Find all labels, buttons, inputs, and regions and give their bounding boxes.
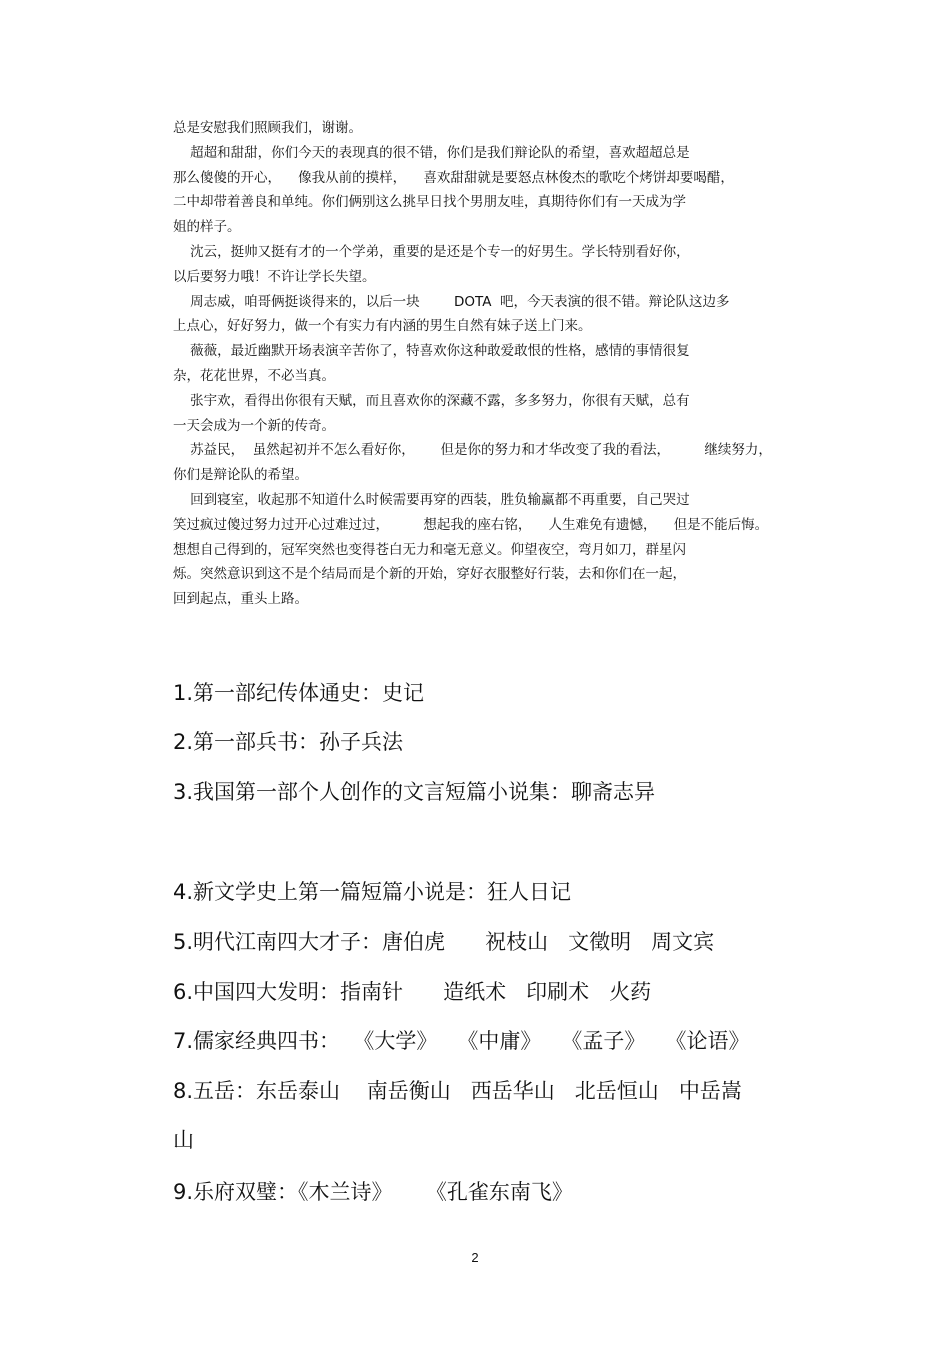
list-item: 7.儒家经典四书： 《大学》 《中庸》 《孟子》 《论语》 <box>173 1029 750 1053</box>
paragraph-line: 薇薇，最近幽默开场表演辛苦你了，特喜欢你这种敢爱敢恨的性格，感情的事情很复 <box>173 343 690 360</box>
paragraph-line: 那么傻傻的开心， 像我从前的摸样， 喜欢甜甜就是要怒点林俊杰的歌吃个烤饼却要喝醋， <box>173 169 734 186</box>
list-item: 1.第一部纪传体通史：史记 <box>173 681 425 705</box>
list-item: 5.明代江南四大才子：唐伯虎 祝枝山 文徵明 周文宾 <box>173 930 715 954</box>
list-item: 3.我国第一部个人创作的文言短篇小说集：聊斋志异 <box>173 780 656 804</box>
page-number: 2 <box>471 1250 479 1265</box>
paragraph-line: 烁。突然意识到这不是个结局而是个新的开始，穿好衣服整好行装，去和你们在一起， <box>173 566 686 583</box>
list-item: 山 <box>173 1128 194 1152</box>
paragraph-line: 上点心，好好努力，做一个有实力有内涵的男生自然有妹子送上门来。 <box>173 318 592 335</box>
paragraph-line: 回到起点，重头上路。 <box>173 591 308 608</box>
list-item: 8.五岳：东岳泰山 南岳衡山 西岳华山 北岳恒山 中岳嵩 <box>173 1079 742 1103</box>
paragraph-line: 以后要努力哦！不许让学长失望。 <box>173 268 376 285</box>
list-item: 9.乐府双璧：《木兰诗》 《孔雀东南飞》 <box>173 1180 573 1204</box>
paragraph-line: 笑过疯过傻过努力过开心过难过过， 想起我的座右铭， 人生难免有遗憾， 但是不能后悔。 <box>173 516 769 533</box>
paragraph-line: 苏益民， 虽然起初并不怎么看好你， 但是你的努力和才华改变了我的看法， 继续努力， <box>173 442 772 459</box>
paragraph-line: 超超和甜甜，你们今天的表现真的很不错，你们是我们辩论队的希望，喜欢超超总是 <box>173 144 690 161</box>
paragraph-line: 一天会成为一个新的传奇。 <box>173 417 335 434</box>
list-item: 2.第一部兵书：孙子兵法 <box>173 730 404 754</box>
letter-paragraphs <box>173 116 813 612</box>
paragraph-line: 张宇欢，看得出你很有天赋，而且喜欢你的深藏不露，多多努力，你很有天赋，总有 <box>173 392 690 409</box>
paragraph-line: 姐的样子。 <box>173 219 241 236</box>
paragraph-line: 想想自己得到的，冠军突然也变得苍白无力和毫无意义。仰望夜空，弯月如刀，群星闪 <box>173 541 686 558</box>
paragraph-line: 你们是辩论队的希望。 <box>173 467 308 484</box>
list-item: 4.新文学史上第一篇短篇小说是：狂人日记 <box>173 880 572 904</box>
paragraph-line: 周志威，咱哥俩挺谈得来的，以后一块 DOTA 吧，今天表演的很不错。辩论队这边多 <box>173 293 730 310</box>
paragraph-line: 二中却带着善良和单纯。你们俩别这么挑早日找个男朋友哇，真期待你们有一天成为学 <box>173 194 686 211</box>
paragraph-line: 回到寝室，收起那不知道什么时候需要再穿的西装，胜负输赢都不再重要，自己哭过 <box>173 491 690 508</box>
list-item: 6.中国四大发明：指南针 造纸术 印刷术 火药 <box>173 980 652 1004</box>
paragraph-line: 杂，花花世界，不必当真。 <box>173 367 335 384</box>
paragraph-line: 总是安慰我们照顾我们，谢谢。 <box>173 120 362 136</box>
paragraph-line: 沈云，挺帅又挺有才的一个学弟，重要的是还是个专一的好男生。学长特别看好你， <box>173 243 690 260</box>
